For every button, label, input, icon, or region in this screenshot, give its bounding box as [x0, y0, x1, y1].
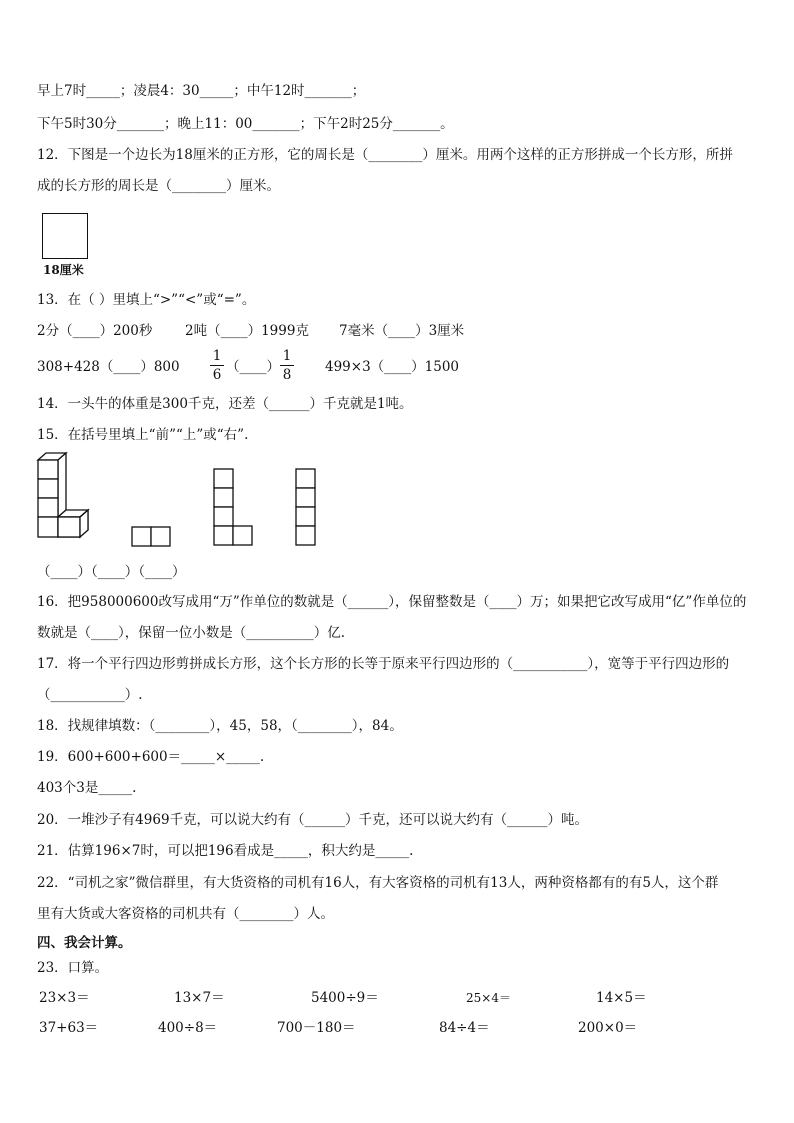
fraction-bar: [280, 365, 294, 366]
question-16-line-2: 数就是（____），保留一位小数是（__________）亿.: [37, 625, 346, 641]
question-17-line-2: （___________）.: [37, 687, 143, 703]
question-22-line-2: 里有大货或大客资格的司机共有（________）人。: [37, 906, 334, 922]
q13-item-c: 7毫米（____）3厘米: [339, 323, 465, 339]
mental-math-item: 23×3＝: [39, 990, 90, 1006]
time-conversion-line-2: 下午5时30分_______；晚上11：00_______；下午2时25分_______。: [37, 116, 454, 132]
question-19-line-1: 19．600+600+600＝_____×_____.: [37, 749, 265, 765]
square-label: 18厘米: [43, 263, 84, 277]
mental-math-item: 25×4＝: [466, 991, 511, 1005]
mental-math-item: 14×5＝: [596, 990, 647, 1006]
question-13-title: 13．在（ ）里填上“>”“<”或“=”。: [37, 292, 256, 308]
cube-top-view-figure: [131, 526, 173, 548]
question-22-line-1: 22．“司机之家”微信群里，有大货资格的司机有16人，有大客资格的司机有13人，两种资格都有的有5人，这个群: [37, 875, 719, 891]
mental-math-item: 13×7＝: [174, 990, 225, 1006]
fraction-one-sixth: [210, 348, 224, 383]
question-19-line-2: 403个3是_____.: [37, 780, 137, 796]
fraction-denominator: 6: [212, 367, 222, 383]
fraction-one-eighth: [280, 348, 294, 383]
square-figure: [42, 213, 88, 259]
section-4-heading: 四、我会计算。: [37, 935, 132, 951]
time-conversion-line-1: 早上7时_____；凌晨4：30_____；中午12时_______；: [37, 83, 366, 99]
fraction-denominator: 8: [282, 367, 292, 383]
q13-item-d: 308+428（____）800: [37, 359, 180, 375]
fraction-numerator: 1: [212, 348, 222, 364]
q13-item-b: 2吨（____）1999克: [185, 323, 309, 339]
fraction-numerator: 1: [282, 348, 292, 364]
question-14: 14．一头牛的体重是300千克，还差（______）千克就是1吨。: [37, 396, 413, 412]
question-16-line-1: 16．把958000600改写成用“万”作单位的数就是（______），保留整数是（____）万；如果把它改写成用“亿”作单位的: [37, 594, 747, 610]
question-12-line-1: 12．下图是一个边长为18厘米的正方形，它的周长是（________）厘米。用两个这样的正方形拼成一个长方形，所拼: [37, 147, 733, 163]
question-17-line-1: 17．将一个平行四边形剪拼成长方形，这个长方形的长等于原来平行四边形的（___________），宽等于平行四边形的: [37, 656, 730, 672]
mental-math-item: 84÷4＝: [439, 1020, 490, 1036]
question-23: 23．口算。: [37, 960, 109, 976]
question-12-line-2: 成的长方形的周长是（________）厘米。: [37, 178, 280, 194]
q13-item-e-blank: （____）: [226, 359, 280, 375]
question-15: 15．在括号里填上“前”“上”或“右”.: [37, 427, 249, 443]
mental-math-item: 700－180＝: [277, 1020, 356, 1036]
question-20: 20．一堆沙子有4969千克，可以说大约有（______）千克，还可以说大约有（______）吨。: [37, 812, 589, 828]
mental-math-item: 400÷8＝: [158, 1020, 218, 1036]
question-21: 21．估算196×7时，可以把196看成是_____，积大约是_____.: [37, 843, 414, 859]
q13-item-f: 499×3（____）1500: [325, 359, 460, 375]
mental-math-item: 200×0＝: [578, 1020, 638, 1036]
fraction-bar: [210, 365, 224, 366]
question-15-answers: （____）（____）（____）: [37, 564, 186, 580]
cube-front-view-figure: [213, 468, 255, 548]
q13-item-a: 2分（____）200秒: [37, 323, 153, 339]
mental-math-item: 37+63＝: [39, 1020, 99, 1036]
question-18: 18．找规律填数：（________），45，58，（________），84。: [37, 718, 403, 734]
cube-side-view-figure: [295, 468, 317, 548]
mental-math-item: 5400÷9＝: [311, 990, 379, 1006]
cube-stack-3d-figure: [36, 450, 136, 550]
